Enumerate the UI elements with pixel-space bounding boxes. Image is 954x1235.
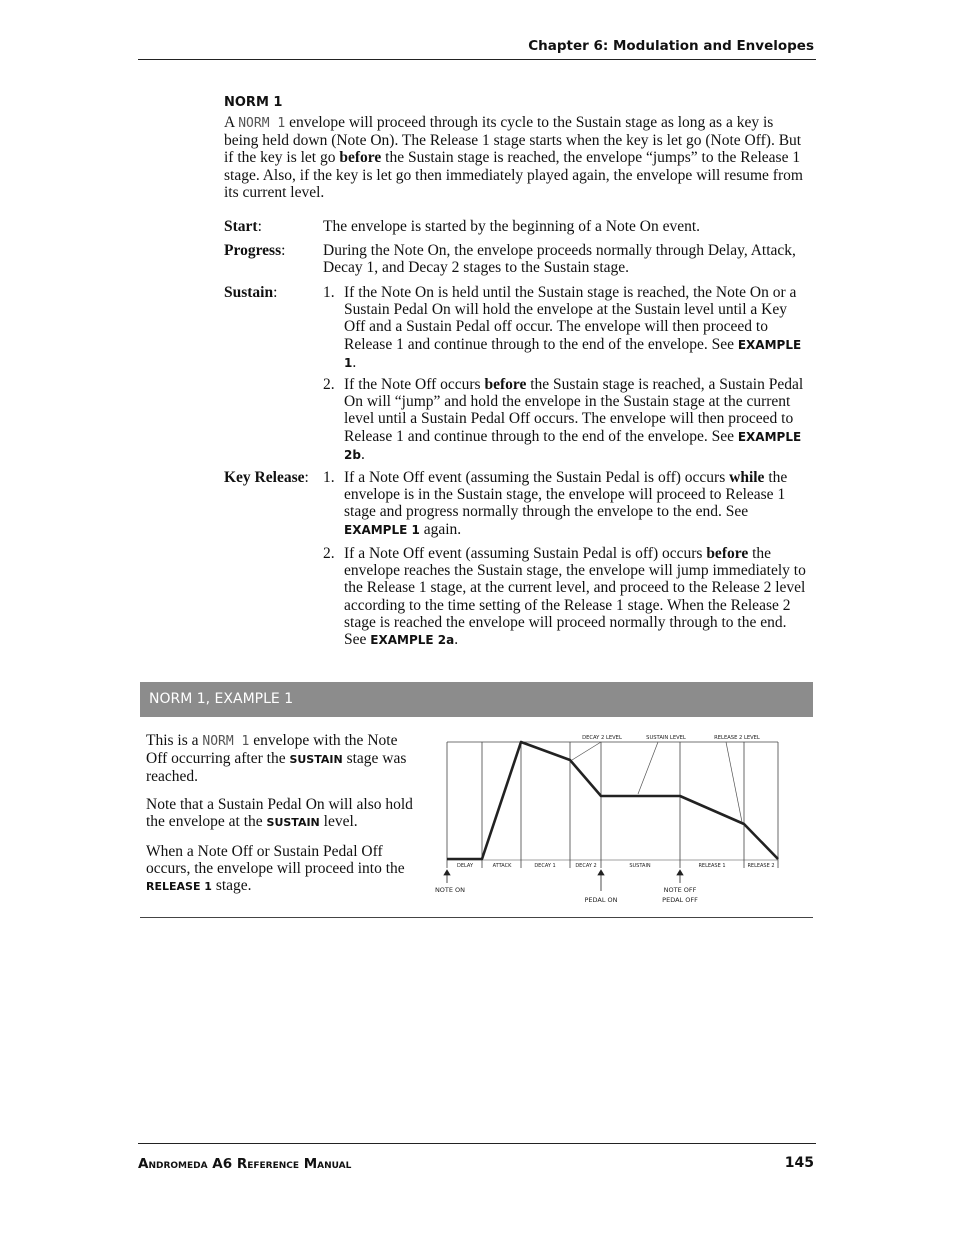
header-rule (138, 59, 816, 60)
envelope-diagram (420, 728, 790, 908)
stage-release2: RELEASE 2 (747, 863, 775, 869)
page-number: 145 (784, 1155, 814, 1171)
example-paragraph-1: This is a NORM 1 envelope with the Note Off occurring after the SUSTAIN stage was reached. (146, 732, 407, 786)
norm1-code: NORM 1 (238, 116, 286, 131)
pointer-sustain-level (638, 742, 658, 794)
manual-title: Andromeda A6 Reference Manual (138, 1156, 352, 1172)
pointer-release2-level (726, 742, 742, 822)
label-decay2-level: DECAY 2 LEVEL (582, 735, 622, 741)
chapter-title: Chapter 6: Modulation and Envelopes (528, 38, 814, 54)
example-header-bar (140, 682, 813, 717)
label-note-off: NOTE OFF (663, 886, 697, 894)
example-paragraph-3: When a Note Off or Sustain Pedal Off occurs, the envelope will proceed into the RELEASE 1 stage. (146, 843, 405, 895)
label-release2-level: RELEASE 2 LEVEL (714, 735, 760, 741)
def-progress-text: During the Note On, the envelope proceeds normally through Delay, Attack, Decay 1, and Decay 2 stages to the Sustain stage. (323, 242, 796, 277)
section-title: NORM 1 (224, 95, 283, 110)
sustain-item-1: If the Note On is held until the Sustain stage is reached, the Note On or a Sustain Pedal On will hold the envelope at the Sustain level until a Key Off and a Sustain Pedal off occur. The envelope will then proceed to Release 1 and continue through to the end of the envelope. See EXAMPLE 1. (344, 284, 802, 371)
def-start-text: The envelope is started by the beginning of a Note On event. (323, 218, 701, 235)
example-title: NORM 1, EXAMPLE 1 (149, 691, 294, 707)
footer-rule (138, 1143, 816, 1144)
arrowhead-note-on (444, 870, 450, 875)
intro-paragraph: A NORM 1 envelope will proceed through its cycle to the Sustain stage as long as a key is being held down (Note On). The Release 1 stage starts when the key is let go (Note Off). But if the key is let go before the Sustain stage is reached, the envelope “jumps” to the Release 1 stage. Also, if the key is let go then immediately played again, the envelope will resume from its current level. (224, 114, 803, 201)
sustain-item-2: If the Note Off occurs before the Sustain stage is reached, a Sustain Pedal On will “jump” and hold the envelope in the Sustain stage at the current level until a Sustain Pedal Off occurs. The envelope will then proceed to Release 1 and continue through to the end of the envelope. See EXAMPLE 2b. (344, 376, 804, 463)
label-pedal-off: PEDAL OFF (662, 896, 698, 904)
key-release-item-1: If a Note Off event (assuming the Sustain Pedal is off) occurs while the envelope is in the Sustain stage, the envelope will proceed to Release 1 stage and progress normally through the envelope to the end. See EXAMPLE 1 again. (344, 469, 788, 538)
arrowhead-pedal-on (598, 870, 604, 875)
stage-delay: DELAY (457, 863, 473, 869)
example-bottom-rule (140, 917, 813, 918)
key-release-item-2: If a Note Off event (assuming Sustain Pedal is off) occurs before the envelope reaches the Sustain stage, the envelope will jump immediately to the Release 1 stage, at the current level, and proceed to the Release 2 level according to the time setting of the Release 1 stage. When the Release 2 stage is reached the envelope will proceed normally through to the end. See EXAMPLE 2a. (344, 545, 806, 649)
label-sustain-level: SUSTAIN LEVEL (646, 735, 686, 741)
label-note-on: NOTE ON (434, 886, 466, 894)
envelope-curve (447, 742, 778, 859)
stage-attack: ATTACK (492, 863, 512, 869)
stage-decay2: DECAY 2 (575, 863, 597, 869)
stage-decay1: DECAY 1 (534, 863, 556, 869)
label-pedal-on: PEDAL ON (584, 896, 618, 904)
stage-release1: RELEASE 1 (698, 863, 726, 869)
pointer-decay2-level (572, 742, 601, 760)
arrowhead-note-off (677, 870, 683, 875)
example-paragraph-2: Note that a Sustain Pedal On will also hold the envelope at the SUSTAIN level. (146, 796, 413, 831)
stage-sustain: SUSTAIN (629, 863, 651, 869)
